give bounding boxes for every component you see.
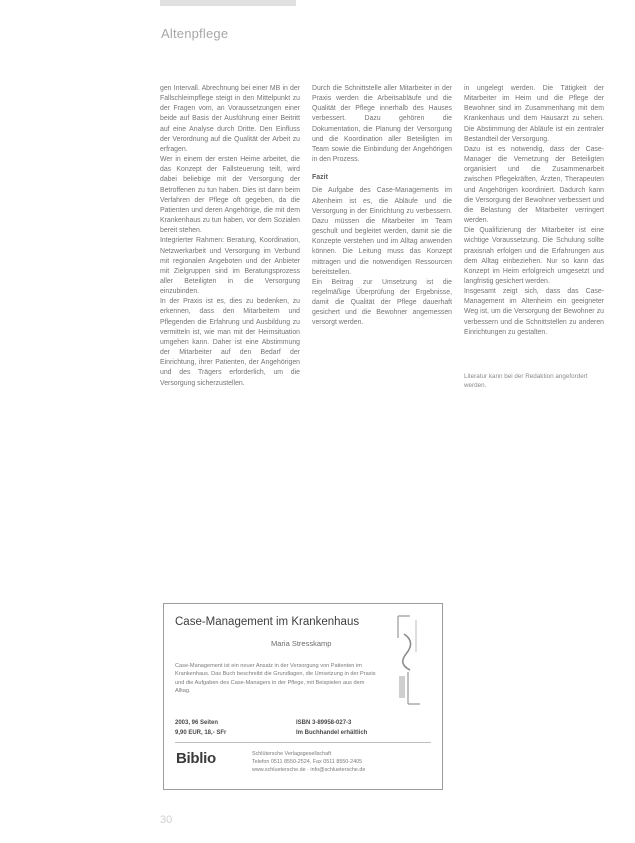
book-cover-illustration (394, 612, 432, 710)
ad-description: Case-Management ist ein neuer Ansatz in der Versorgung von Patienten im Krankenhaus. Das Buch beschreibt die Grundlagen, die Umsetzung in der Praxis und die Aufgaben des Case-Managers in der Pflege, mit Beispielen aus dem Alltag. (175, 663, 376, 694)
paragraph: Wer in einem der ersten Heime arbeitet, die das Konzept der Fallsteuerung teilt, wird dabei beliebige mit der Versorgung der Betroffenen zu tun haben. Dies ist dann beim Verfahren der Pflege oft gegeben, da die Patienten und deren Angehörige, die mit dem Krankenhaus zu tun haben, vor dem Sozialen bereit stehen. (160, 156, 300, 235)
paragraph: Die Aufgabe des Case-Managements im Altenheim ist es, die Abläufe und die Versorgung in der Einrichtung zu verbessern. Dazu müssen die Mitarbeiter im Team geschult und begleitet werden, damit sie die Konzepte verstehen und im Alltag anwenden können. Die Leitung muss das Konzept mittragen und die notwendigen Ressourcen bereitstellen. (312, 187, 452, 276)
ad-title: Case-Management im Krankenhaus (175, 616, 360, 628)
ad-price: 9,90 EUR, 18,- SFr (175, 730, 227, 736)
text-column-3 (464, 84, 604, 694)
paragraph: Dazu ist es notwendig, dass der Case-Manager die Vernetzung der Beteiligten organisiert und die Zusammenarbeit zwischen Pflegekräften, Ärzten, Therapeuten und Angehörigen koordiniert. Dadurch kann die Versorgung der Bewohner verbessert und die Belastung der Mitarbeiter verringert werden. (464, 145, 604, 225)
text-column-2 (312, 84, 452, 624)
contact-line: Telefon 0511 8550-2524, Fax 0511 8550-2405 (252, 759, 363, 765)
paragraph: in ungelegt werden. Die Tätigkeit der Mitarbeiter im Heim und die Pflege der Bewohner sind im Zusammenhang mit dem Krankenhaus und dem Hausarzt zu sehen. Die Abstimmung der Abläufe ist ein zentraler Bestandteil der Versorgung. (464, 85, 604, 143)
ad-edition: 2003, 96 Seiten (175, 720, 219, 726)
contact-line: Schlütersche Verlagsgesellschaft (252, 751, 332, 757)
fazit-heading: Fazit (312, 174, 328, 182)
header-bar (160, 0, 296, 6)
paragraph: In der Praxis ist es, dies zu bedenken, zu erkennen, dass den Mitarbeitern und Pflegenden die Erfahrung und Ausbildung zu vermitteln ist, wie man mit der Heimsituation umgehen kann. Daher ist eine Abstimmung der Mitarbeiter auf den Bedarf der Einrichtung, ihrer Patienten, der Angehörigen und des Trägers erforderlich, um die Versorgung sicherzustellen. (160, 298, 300, 387)
paragraph: Ein Beitrag zur Umsetzung ist die regelmäßige Überprüfung der Ergebnisse, damit die Qualität der Pflege dauerhaft gesichert und die Bewohner angemessen versorgt werden. (312, 278, 452, 327)
paragraph: Integrierter Rahmen: Beratung, Koordination, Netzwerkarbeit und Versorgung im Verbund mit regionalen Angeboten und der Anbieter mit Zielgruppen sind im Beratungsprozess aller Beteiligten in die Versorgung einzubinden. (160, 237, 300, 296)
paragraph: Insgesamt zeigt sich, dass das Case-Management im Altenheim ein geeigneter Weg ist, um die Versorgung der Bewohner zu verbessern und die Schnittstellen zu anderen Einrichtungen zu gestalten. (464, 288, 604, 336)
divider (175, 742, 431, 743)
paragraph: gen Intervall. Abrechnung bei einer MB in der Fallschleimpflege steigt in den Mittelpunkt zu der Fragen vom, an Voraussetzungen einer beide auf Basis der Ausführung einer Beitritt auf eine Analyse durch Dritte. Den Einfluss der Verordnung auf die Qualität der Arbeit zu erfragen. (160, 85, 300, 153)
paragraph: Durch die Schnittstelle aller Mitarbeiter in der Praxis werden die Arbeitsabläufe und die Qualität der Pflege innerhalb des Hauses verbessert. Dazu gehören die Dokumentation, die Planung der Versorgung und die Koordination aller Beteiligten im Team sowie die Einbindung der Angehörigen in den Prozess. (312, 85, 452, 164)
paragraph: Die Qualifizierung der Mitarbeiter ist eine wichtige Voraussetzung. Die Schulung sollte praxisnah erfolgen und die Erfahrungen aus dem Alltag einbeziehen. Nur so kann das Konzept im Heim erfolgreich umgesetzt und langfristig gesichert werden. (464, 227, 604, 285)
footnote: Literatur kann bei der Redaktion angefordert werden. (464, 372, 588, 389)
section-title: Altenpflege (161, 26, 229, 41)
ad-isbn: ISBN 3-89958-027-3 (296, 720, 352, 726)
ad-author: Maria Stresskamp (271, 639, 332, 648)
page-number: 30 (160, 814, 173, 826)
ad-contact (252, 750, 427, 774)
publisher-logo: Biblio (176, 750, 216, 767)
book-advertisement (163, 603, 443, 790)
text-column-1 (160, 84, 300, 624)
contact-line: www.schluetersche.de · info@schluetersche.de (252, 767, 366, 773)
ad-availability: Im Buchhandel erhältlich (296, 730, 368, 736)
